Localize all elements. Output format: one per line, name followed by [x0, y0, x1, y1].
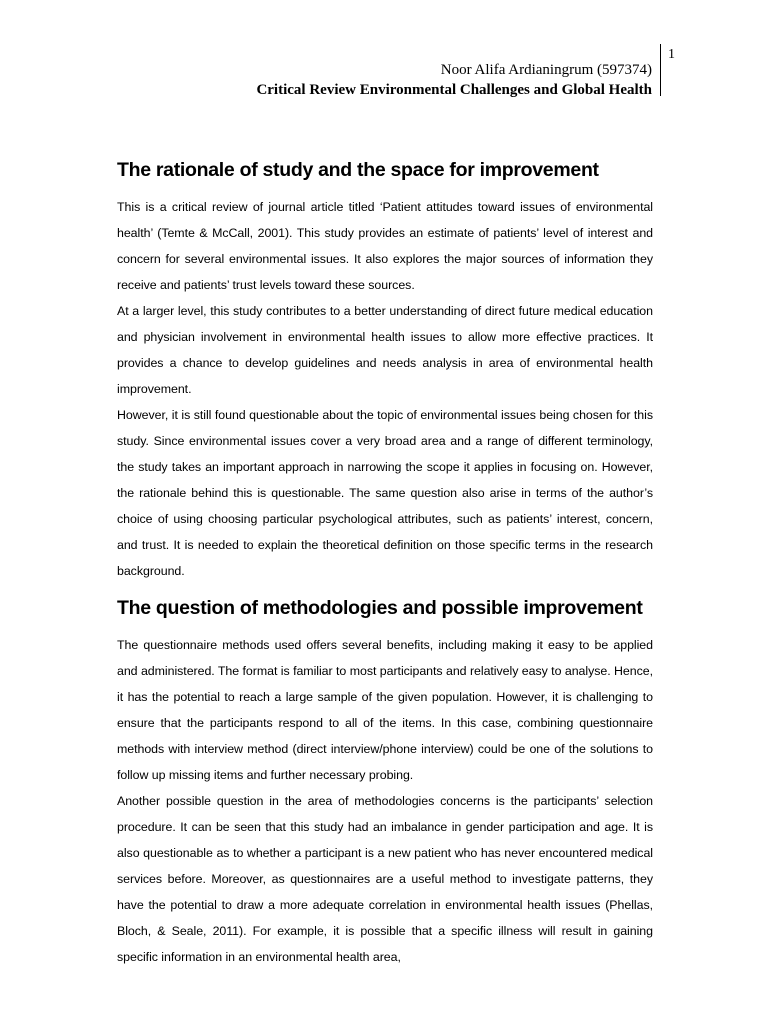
running-header — [256, 60, 652, 100]
paragraph: At a larger level, this study contributes to a better understanding of direct future medical education and physician involvement in environmental health issues to allow more effective practices. It provides a chance to develop guidelines and needs analysis in area of environmental health improvement. — [117, 304, 653, 396]
paragraph: The questionnaire methods used offers several benefits, including making it easy to be applied and administered. The format is familiar to most participants and relatively easy to analyse. Hence, it has the potential to reach a large sample of the given population. However, it is challenging to ensure that the participants respond to all of the items. In this case, combining questionnaire methods with interview method (direct interview/phone interview) could be one of the solutions to follow up missing items and further necessary probing. — [117, 638, 653, 782]
paragraph: Another possible question in the area of methodologies concerns is the participants’ selection procedure. It can be seen that this study had an imbalance in gender participation and age. It is also questionable as to whether a participant is a new patient who has never encountered medical services before. Moreover, as questionnaires are a useful method to investigate patterns, they have the potential to draw a more adequate correlation in environmental health issues (Phellas, Bloch, & Seale, 2011). For example, it is possible that a specific illness will result in gaining specific information in an environmental health area, — [117, 794, 653, 964]
header-divider — [660, 44, 661, 96]
header-author: Noor Alifa Ardianingrum (597374) — [440, 62, 652, 78]
document-body — [117, 156, 653, 970]
paragraph: This is a critical review of journal article titled ‘Patient attitudes toward issues of environmental health’ (Temte & McCall, 2001). This study provides an estimate of patients’ level of interest and concern for several environmental issues. It also explores the major sources of information they receive and patients’ trust levels toward these sources. — [117, 200, 653, 292]
section-heading: The question of methodologies and possible improvement — [117, 597, 643, 619]
header-course-title: Critical Review Environmental Challenges and Global Health — [256, 82, 652, 98]
section-rationale — [117, 156, 653, 584]
page-number: 1 — [668, 47, 675, 62]
section-heading: The rationale of study and the space for improvement — [117, 159, 599, 181]
paragraph: However, it is still found questionable about the topic of environmental issues being chosen for this study. Since environmental issues cover a very broad area and a range of different terminology, the study takes an important approach in narrowing the scope it applies in focusing on. However, the rationale behind this is questionable. The same question also arise in terms of the author’s choice of using choosing particular psychological attributes, such as patients’ interest, concern, and trust. It is needed to explain the theoretical definition on those specific terms in the research background. — [117, 408, 653, 578]
section-methodologies — [117, 594, 653, 970]
